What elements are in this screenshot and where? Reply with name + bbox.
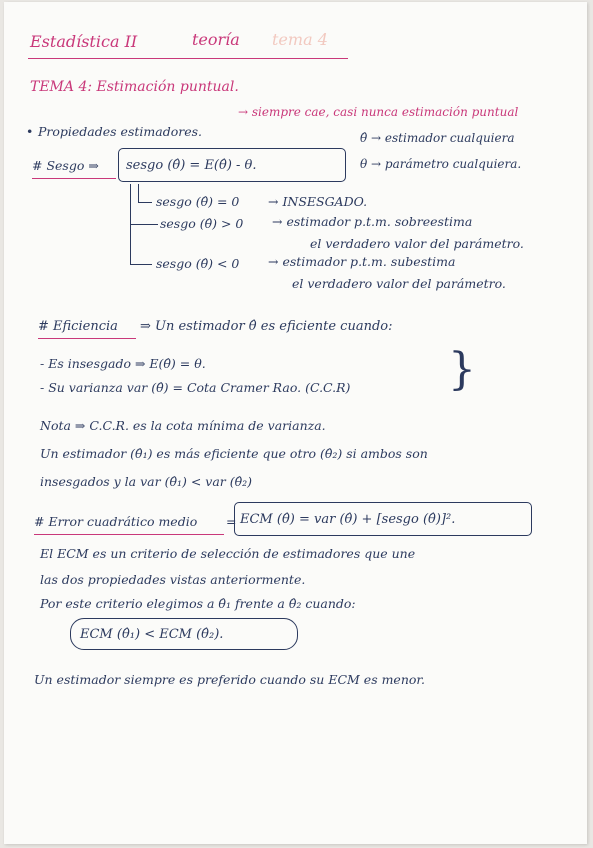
props-note: → siempre cae, casi nunca estimación puntual <box>238 105 519 119</box>
header-subject: Estadística II <box>30 32 138 51</box>
ecm-underline <box>34 534 224 535</box>
ecm-line-3: Por este criterio elegimos a θ̂₁ frente a θ̂₂ cuando: <box>40 596 356 611</box>
tree-branch-1 <box>138 202 152 203</box>
sesgo-formula: sesgo (θ̂) = E(θ̂) - θ. <box>126 158 257 173</box>
tree-inner <box>138 184 139 202</box>
case-pos-result-2: el verdadero valor del parámetro. <box>310 236 524 251</box>
ecm-line-2: las dos propiedades vistas anteriormente. <box>40 572 306 587</box>
sesgo-label: # Sesgo ⇒ <box>32 158 99 173</box>
header-kind: teoría <box>192 30 240 49</box>
legend-parameter: θ → parámetro cualquiera. <box>360 157 522 171</box>
case-zero-result: → INSESGADO. <box>268 194 368 209</box>
tree-branch-3 <box>130 264 152 265</box>
eficiencia-intro: ⇒ Un estimador θ̂ es eficiente cuando: <box>140 319 393 334</box>
eficiencia-cond-1: - Es insesgado ⇒ E(θ̂) = θ. <box>40 356 206 371</box>
props-bullet: • <box>26 124 34 139</box>
ecm-formula: ECM (θ̂) = var (θ̂) + [sesgo (θ̂)]². <box>240 512 456 527</box>
eficiencia-cond-2: - Su varianza var (θ̂) = Cota Cramer Rao. (C.C.R) <box>40 380 351 395</box>
case-neg-cond: sesgo (θ̂) < 0 <box>156 256 240 271</box>
legend-estimator: θ̂ → estimador cualquiera <box>360 131 515 145</box>
header-underline <box>28 58 348 59</box>
eficiencia-line-2: insesgados y la var (θ̂₁) < var (θ̂₂) <box>40 474 253 489</box>
case-pos-result: → estimador p.t.m. sobreestima <box>272 214 473 229</box>
eficiencia-brace: } <box>448 344 476 395</box>
sesgo-underline <box>32 178 116 179</box>
tree-branch-2 <box>130 224 158 225</box>
notebook-page <box>4 2 587 844</box>
ecm-equals: = <box>226 514 237 529</box>
page-title: TEMA 4: Estimación puntual. <box>30 79 239 95</box>
case-neg-result-2: el verdadero valor del parámetro. <box>292 276 506 291</box>
props-label: Propiedades estimadores. <box>38 124 202 139</box>
header-ghost: tema 4 <box>272 30 328 49</box>
ecm-line-1: El ECM es un criterio de selección de estimadores que une <box>40 546 416 561</box>
eficiencia-underline <box>38 338 136 339</box>
eficiencia-line-1: Un estimador (θ̂₁) es más eficiente que otro (θ̂₂) si ambos son <box>40 446 428 461</box>
eficiencia-note: Nota ⇒ C.C.R. es la cota mínima de varianza. <box>40 418 326 433</box>
case-pos-cond: sesgo (θ̂) > 0 <box>160 216 244 231</box>
ecm-boxed: ECM (θ̂₁) < ECM (θ̂₂). <box>80 627 224 642</box>
ecm-label: # Error cuadrático medio <box>34 514 198 529</box>
eficiencia-label: # Eficiencia <box>38 319 118 334</box>
case-zero-cond: sesgo (θ̂) = 0 <box>156 194 240 209</box>
ecm-conclusion: Un estimador siempre es preferido cuando su ECM es menor. <box>34 672 425 687</box>
case-neg-result: → estimador p.t.m. subestima <box>268 254 456 269</box>
